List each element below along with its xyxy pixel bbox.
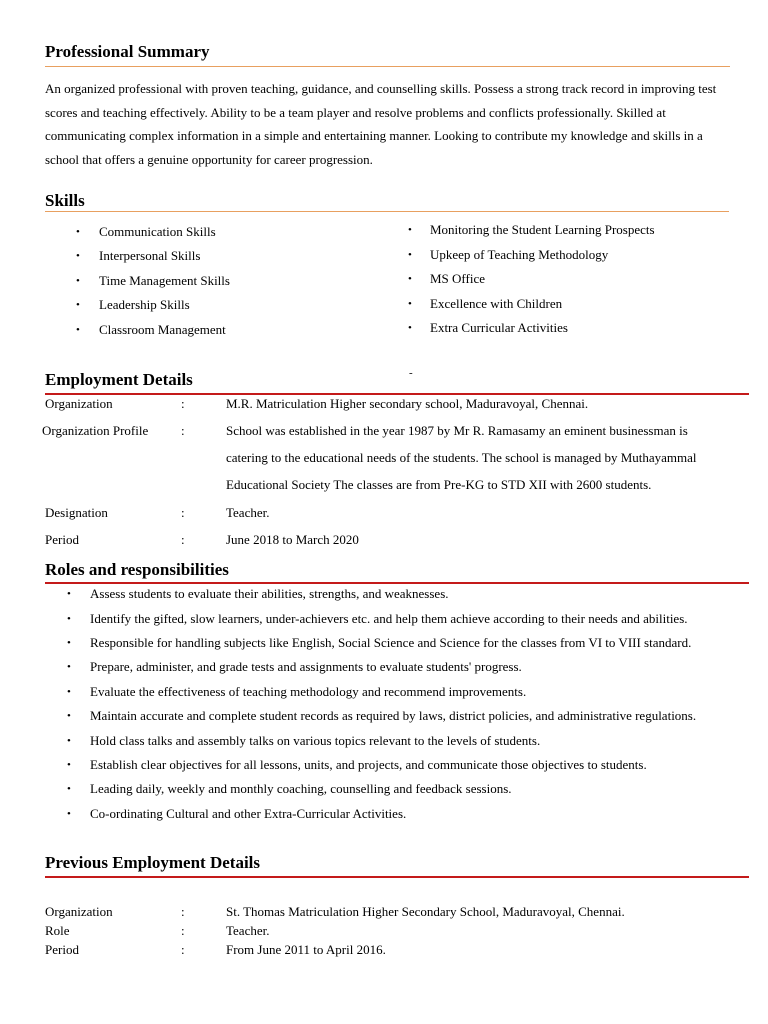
section-divider xyxy=(45,582,749,584)
skill-label: Extra Curricular Activities xyxy=(430,320,568,335)
bullet: • xyxy=(76,324,80,336)
bullet: • xyxy=(408,273,412,285)
colon: : xyxy=(181,923,185,938)
role-text: Leading daily, weekly and monthly coaching, counselling and feedback sessions. xyxy=(90,781,512,796)
section-title-previous-employment: Previous Employment Details xyxy=(45,853,261,872)
bullet: • xyxy=(76,299,80,311)
skill-label: Communication Skills xyxy=(99,224,216,239)
section-divider xyxy=(45,876,749,878)
previous-role-label: Role xyxy=(45,923,70,938)
bullet: • xyxy=(408,224,412,236)
previous-period-value: From June 2011 to April 2016. xyxy=(226,942,386,957)
role-text: Identify the gifted, slow learners, under-achievers etc. and help them achieve according to their needs and abilities. xyxy=(90,611,688,626)
skill-label: Upkeep of Teaching Methodology xyxy=(430,247,609,262)
colon: : xyxy=(181,423,185,438)
colon: : xyxy=(181,396,185,411)
section-divider xyxy=(45,211,729,212)
bullet: • xyxy=(408,249,412,261)
bullet: • xyxy=(67,588,71,600)
previous-organization-label: Organization xyxy=(45,904,113,919)
bullet: • xyxy=(408,322,412,334)
colon: : xyxy=(181,532,185,547)
colon: : xyxy=(181,904,185,919)
stray-dash: - xyxy=(409,367,413,379)
previous-role-value: Teacher. xyxy=(226,923,270,938)
bullet: • xyxy=(67,661,71,673)
organization-value: M.R. Matriculation Higher secondary school, Maduravoyal, Chennai. xyxy=(226,396,589,411)
role-text: Responsible for handling subjects like English, Social Science and Science for the classes from VI to VIII standard. xyxy=(90,635,692,650)
colon: : xyxy=(181,942,185,957)
bullet: • xyxy=(76,226,80,238)
skill-label: Monitoring the Student Learning Prospects xyxy=(430,222,655,237)
bullet: • xyxy=(67,735,71,747)
designation-value: Teacher. xyxy=(226,505,270,520)
period-label: Period xyxy=(45,532,79,547)
skill-label: Interpersonal Skills xyxy=(99,248,201,263)
section-title-skills: Skills xyxy=(45,191,85,210)
role-text: Maintain accurate and complete student records as required by laws, district policies, and administrative regulations. xyxy=(90,708,697,723)
period-value: June 2018 to March 2020 xyxy=(226,532,359,547)
skill-label: Classroom Management xyxy=(99,322,226,337)
section-title-employment-details: Employment Details xyxy=(45,370,193,389)
bullet: • xyxy=(67,783,71,795)
colon: : xyxy=(181,505,185,520)
section-title-professional-summary: Professional Summary xyxy=(45,42,210,61)
skill-label: MS Office xyxy=(430,271,486,286)
bullet: • xyxy=(67,637,71,649)
role-text: Prepare, administer, and grade tests and assignments to evaluate students' progress. xyxy=(90,659,522,674)
section-divider xyxy=(45,66,730,67)
previous-organization-value: St. Thomas Matriculation Higher Secondary School, Maduravoyal, Chennai. xyxy=(226,904,625,919)
designation-label: Designation xyxy=(45,505,108,520)
bullet: • xyxy=(408,298,412,310)
previous-period-label: Period xyxy=(45,942,79,957)
skill-label: Leadership Skills xyxy=(99,297,190,312)
section-divider xyxy=(45,393,749,395)
organization-profile-line: Educational Society The classes are from Pre-KG to STD XII with 2600 students. xyxy=(226,477,652,492)
bullet: • xyxy=(76,275,80,287)
role-text: Assess students to evaluate their abilities, strengths, and weaknesses. xyxy=(90,586,449,601)
organization-profile-line: catering to the educational needs of the students. The school is managed by Muthayammal xyxy=(226,450,697,465)
organization-profile-label: Organization Profile xyxy=(42,423,149,438)
bullet: • xyxy=(67,808,71,820)
bullet: • xyxy=(67,710,71,722)
summary-paragraph: An organized professional with proven teaching, guidance, and counselling skills. Possess a strong track record in improving test scores and teaching effectively. Ability to be a team player and resolve problems and conflicts professionally. Skilled at communicating complex information in a simple and entertaining manner. Looking to contribute my knowledge and skills in a school that offers a genuine opportunity for career progression. xyxy=(45,81,717,167)
skill-label: Excellence with Children xyxy=(430,296,563,311)
bullet: • xyxy=(67,613,71,625)
role-text: Establish clear objectives for all lessons, units, and projects, and communicate those objectives to students. xyxy=(90,757,647,772)
role-text: Hold class talks and assembly talks on various topics relevant to the levels of students. xyxy=(90,733,541,748)
organization-label: Organization xyxy=(45,396,113,411)
section-title-roles: Roles and responsibilities xyxy=(45,560,229,579)
bullet: • xyxy=(76,250,80,262)
bullet: • xyxy=(67,759,71,771)
role-text: Co-ordinating Cultural and other Extra-Curricular Activities. xyxy=(90,806,407,821)
skill-label: Time Management Skills xyxy=(99,273,230,288)
bullet: • xyxy=(67,686,71,698)
role-text: Evaluate the effectiveness of teaching methodology and recommend improvements. xyxy=(90,684,527,699)
organization-profile-line: School was established in the year 1987 by Mr R. Ramasamy an eminent businessman is xyxy=(226,423,688,438)
